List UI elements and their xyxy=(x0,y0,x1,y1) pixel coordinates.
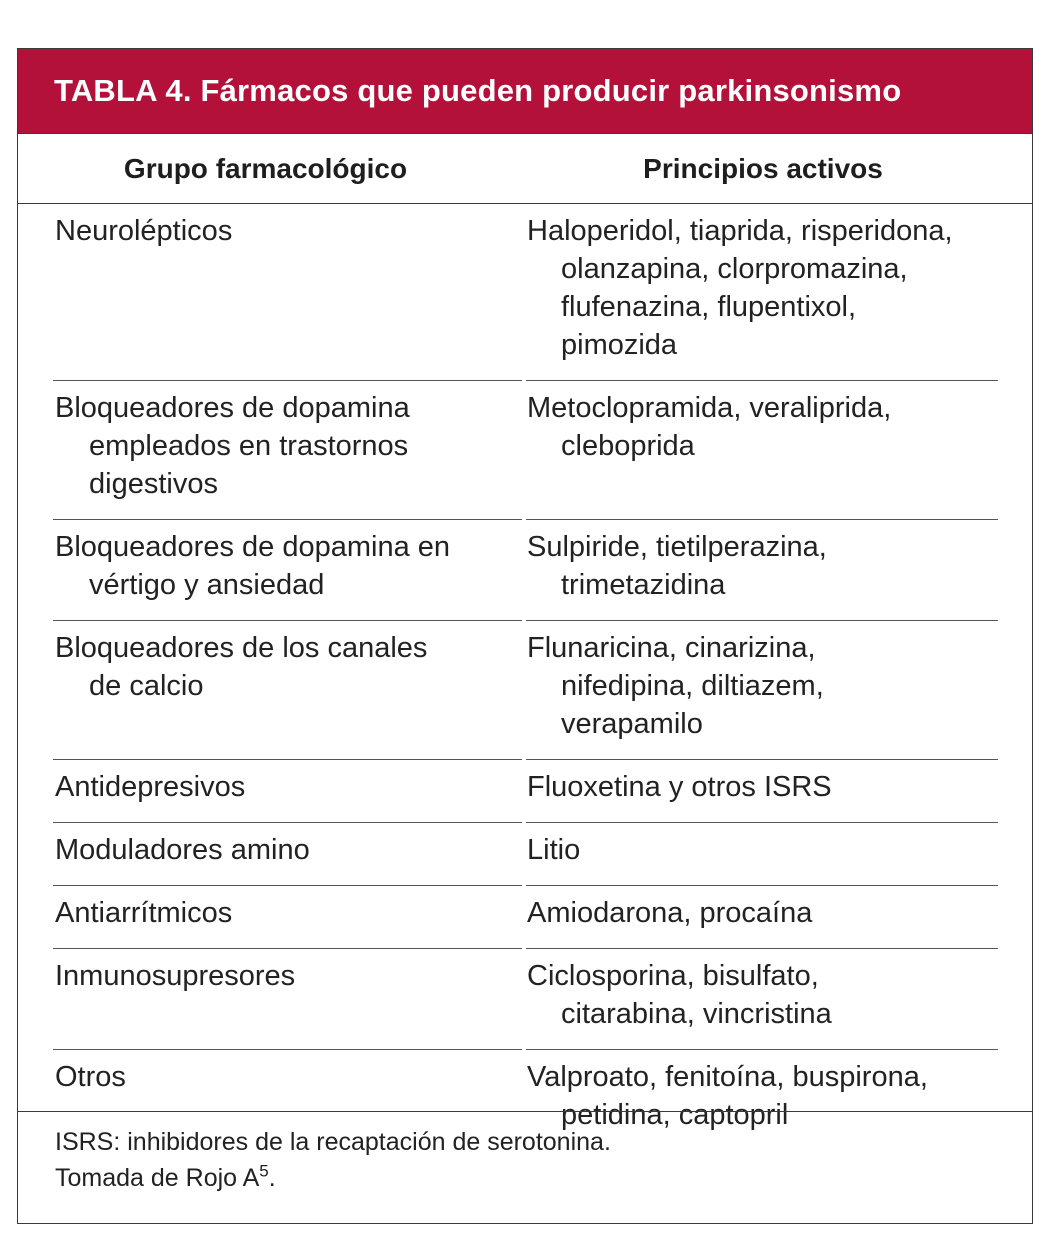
active-text-line: Flunaricina, cinarizina, xyxy=(527,632,816,664)
cell-group xyxy=(55,212,520,250)
group-text-line: digestivos xyxy=(89,468,218,500)
cell-group xyxy=(55,1058,520,1096)
active-text-line: petidina, captopril xyxy=(561,1099,789,1131)
active-text-line: Fluoxetina y otros ISRS xyxy=(527,771,832,803)
cell-group xyxy=(55,528,520,604)
header-active: Principios activos xyxy=(643,152,883,184)
footnote-source xyxy=(55,1161,276,1193)
group-text-line: Neurolépticos xyxy=(55,215,233,247)
active-text-line: Litio xyxy=(527,834,581,866)
group-text-line: Inmunosupresores xyxy=(55,960,296,992)
table-row xyxy=(18,823,1032,886)
cell-active xyxy=(527,768,1002,806)
cell-active xyxy=(527,212,1002,364)
active-text-line: flufenazina, flupentixol, xyxy=(561,291,857,323)
table-row xyxy=(18,621,1032,760)
group-text-line: Otros xyxy=(55,1061,126,1093)
active-text-line: nifedipina, diltiazem, xyxy=(561,670,824,702)
cell-active xyxy=(527,389,1002,465)
active-text-line: Ciclosporina, bisulfato, xyxy=(527,960,819,992)
group-text-line: Bloqueadores de dopamina en xyxy=(55,531,451,563)
cell-group xyxy=(55,629,520,705)
active-text-line: pimozida xyxy=(561,329,678,361)
table-row xyxy=(18,886,1032,949)
active-text-line: cleboprida xyxy=(561,430,695,462)
cell-active xyxy=(527,528,1002,604)
footnote-source-text: Tomada de Rojo A xyxy=(55,1164,260,1192)
table-row xyxy=(18,381,1032,520)
cell-active xyxy=(527,629,1002,743)
footnote-abbreviation: ISRS: inhibidores de la recaptación de serotonina. xyxy=(55,1128,611,1156)
table-title: TABLA 4. Fármacos que pueden producir parkinsonismo xyxy=(18,49,1032,133)
header-group: Grupo farmacológico xyxy=(123,152,408,184)
drug-table xyxy=(17,48,1033,1224)
cell-group xyxy=(55,831,520,869)
table-row xyxy=(18,949,1032,1050)
footnote-source-end: . xyxy=(268,1164,276,1192)
active-text-line: olanzapina, clorpromazina, xyxy=(561,253,908,285)
active-text-line: Valproato, fenitoína, buspirona, xyxy=(527,1061,928,1093)
cell-active xyxy=(527,831,1002,869)
table-row xyxy=(18,520,1032,621)
footnote-source-ref: 5 xyxy=(259,1161,269,1181)
active-text-line: Haloperidol, tiaprida, risperidona, xyxy=(527,215,953,247)
active-text-line: citarabina, vincristina xyxy=(561,998,832,1030)
cell-group xyxy=(55,957,520,995)
table-row xyxy=(18,204,1032,381)
cell-group xyxy=(55,894,520,932)
group-text-line: vértigo y ansiedad xyxy=(89,569,325,601)
cell-group xyxy=(55,768,520,806)
active-text-line: Sulpiride, tietilperazina, xyxy=(527,531,827,563)
active-text-line: Amiodarona, procaína xyxy=(527,897,813,929)
table-body xyxy=(18,204,1032,1151)
active-text-line: verapamilo xyxy=(561,708,703,740)
active-text-line: trimetazidina xyxy=(561,569,726,601)
cell-active xyxy=(527,957,1002,1033)
table-footer xyxy=(18,1111,1032,1223)
cell-group xyxy=(55,389,520,503)
cell-active xyxy=(527,894,1002,932)
table-header-row xyxy=(18,133,1032,204)
group-text-line: Antiarrítmicos xyxy=(55,897,233,929)
group-text-line: Antidepresivos xyxy=(55,771,246,803)
group-text-line: Moduladores amino xyxy=(55,834,310,866)
group-text-line: empleados en trastornos xyxy=(89,430,409,462)
group-text-line: Bloqueadores de los canales xyxy=(55,632,428,664)
active-text-line: Metoclopramida, veraliprida, xyxy=(527,392,892,424)
group-text-line: Bloqueadores de dopamina xyxy=(55,392,410,424)
group-text-line: de calcio xyxy=(89,670,204,702)
table-row xyxy=(18,760,1032,823)
